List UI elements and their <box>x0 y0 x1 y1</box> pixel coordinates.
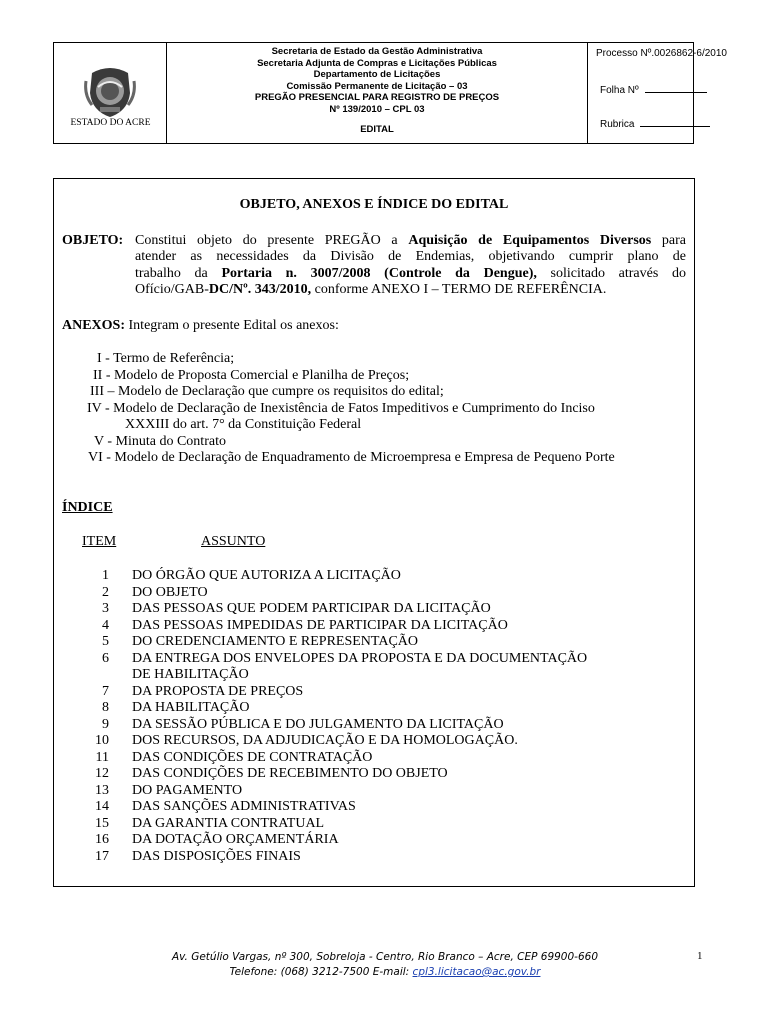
objeto-text: Constitui objeto do presente PREGÃO a <box>135 233 409 248</box>
indice-item-number: 15 <box>95 815 109 831</box>
footer-email-link[interactable]: cpl3.licitacao@ac.gov.br <box>412 966 541 978</box>
indice-item-number: 17 <box>95 848 109 864</box>
folha-label: Folha Nº <box>600 85 639 96</box>
indice-label: ÍNDICE <box>62 500 113 515</box>
indice-col-assunto: ASSUNTO <box>201 534 266 549</box>
anexo-item: II - Modelo de Proposta Comercial e Planilha de Preços; <box>93 368 410 383</box>
indice-item-text: DAS CONDIÇÕES DE CONTRATAÇÃO <box>132 749 373 765</box>
objeto-text: para <box>651 233 686 248</box>
objeto-line-2: atender as necessidades da Divisão de Endemias, objetivando cumprir plano de <box>135 249 686 264</box>
header-line: Departamento de Licitações <box>313 69 441 81</box>
objeto-text: trabalho da <box>135 266 222 281</box>
objeto-label: OBJETO: <box>62 233 124 248</box>
page-footer <box>0 950 770 980</box>
edital-content-box <box>53 178 695 887</box>
section-title: OBJETO, ANEXOS E ÍNDICE DO EDITAL <box>239 197 509 212</box>
indice-item-number: 1 <box>102 568 109 583</box>
indice-item-number: 10 <box>95 733 109 748</box>
indice-item-text: DAS CONDIÇÕES DE RECEBIMENTO DO OBJETO <box>132 766 448 781</box>
document-header <box>53 42 727 144</box>
footer-address: Av. Getúlio Vargas, nº 300, Sobreloja - Centro, Rio Branco – Acre, CEP 69900-660 <box>172 951 598 963</box>
indice-item-number: 5 <box>102 634 109 649</box>
page-number: 1 <box>697 950 703 962</box>
header-line: Secretaria de Estado da Gestão Administrativa <box>271 46 483 57</box>
header-line: PREGÃO PRESENCIAL PARA REGISTRO DE PREÇOS <box>254 92 500 104</box>
indice-item-text: DA HABILITAÇÃO <box>132 700 250 715</box>
indice-item-text: DA DOTAÇÃO ORÇAMENTÁRIA <box>132 832 339 847</box>
indice-item-text: DAS PESSOAS IMPEDIDAS DE PARTICIPAR DA LICITAÇÃO <box>132 617 508 633</box>
indice-item-text: DO PAGAMENTO <box>132 782 243 798</box>
indice-item-number: 11 <box>95 749 109 765</box>
rubrica-label: Rubrica <box>600 119 635 130</box>
processo-number: Processo Nº.0026862-6/2010 <box>596 48 727 59</box>
anexo-item: IV - Modelo de Declaração de Inexistência de Fatos Impeditivos e Cumprimento do Inciso <box>87 401 595 416</box>
state-seal-icon <box>84 63 136 119</box>
indice-item-number: 3 <box>102 601 109 616</box>
header-line: Secretaria Adjunta de Compras e Licitações Públicas <box>257 57 497 69</box>
anexos-intro: Integram o presente Edital os anexos: <box>128 318 339 333</box>
header-process-cell <box>588 43 727 143</box>
objeto-bold-text: DC/Nº. 343/2010, <box>208 282 312 297</box>
objeto-line-1 <box>135 233 686 249</box>
anexos-label: ANEXOS: <box>62 318 126 333</box>
header-seal-cell <box>54 43 167 143</box>
indice-item-number: 16 <box>95 832 109 847</box>
indice-col-item: ITEM <box>82 534 117 549</box>
header-center-cell <box>167 43 588 143</box>
indice-item-text: DA PROPOSTA DE PREÇOS <box>132 683 304 699</box>
indice-item-text: DA ENTREGA DOS ENVELOPES DA PROPOSTA E DA DOCUMENTAÇÃO <box>132 650 588 666</box>
footer-contact <box>0 965 770 980</box>
objeto-text: Ofício/GAB- <box>135 282 209 297</box>
anexo-item: VI - Modelo de Declaração de Enquadramento de Microempresa e Empresa de Pequeno Porte <box>88 450 615 465</box>
indice-item-text: DO OBJETO <box>132 584 208 600</box>
estado-label: ESTADO DO ACRE <box>70 118 151 128</box>
anexo-item: III – Modelo de Declaração que cumpre os requisitos do edital; <box>90 384 444 399</box>
indice-item-text: DAS PESSOAS QUE PODEM PARTICIPAR DA LICITAÇÃO <box>132 601 491 616</box>
indice-item-number: 14 <box>95 799 109 814</box>
indice-item-text: DAS DISPOSIÇÕES FINAIS <box>132 848 301 864</box>
indice-item-text: DOS RECURSOS, DA ADJUDICAÇÃO E DA HOMOLOGAÇÃO. <box>132 733 518 748</box>
indice-item-number: 6 <box>102 650 109 666</box>
header-line: Comissão Permanente de Licitação – 03 <box>286 80 468 92</box>
indice-item-text-continued: DE HABILITAÇÃO <box>132 667 249 682</box>
objeto-text: conforme ANEXO I – TERMO DE REFERÊNCIA. <box>311 282 607 297</box>
indice-item-number: 2 <box>102 584 109 600</box>
objeto-line-3 <box>135 266 686 282</box>
rubrica-field <box>600 119 710 130</box>
objeto-bold-text: Portaria n. 3007/2008 (Controle da Dengue), <box>221 266 537 281</box>
indice-item-number: 8 <box>102 700 109 715</box>
indice-item-text: DAS SANÇÕES ADMINISTRATIVAS <box>132 799 356 814</box>
objeto-line-4 <box>135 282 606 298</box>
footer-phone: Telefone: (068) 3212-7500 E-mail: <box>229 966 410 978</box>
objeto-bold-text: Aquisição de Equipamentos Diversos <box>408 233 652 248</box>
anexo-item: I - Termo de Referência; <box>97 351 235 366</box>
indice-item-text: DA SESSÃO PÚBLICA E DO JULGAMENTO DA LICITAÇÃO <box>132 716 504 732</box>
indice-item-text: DO CREDENCIAMENTO E REPRESENTAÇÃO <box>132 634 419 649</box>
indice-item-number: 7 <box>102 683 109 699</box>
folha-blank <box>645 92 707 93</box>
anexo-item: V - Minuta do Contrato <box>94 434 226 449</box>
edital-label: EDITAL <box>360 124 394 135</box>
anexo-item: XXXIII do art. 7° da Constituição Federal <box>125 417 362 432</box>
indice-item-number: 9 <box>102 716 109 732</box>
indice-item-text: DO ÓRGÃO QUE AUTORIZA A LICITAÇÃO <box>132 568 401 583</box>
indice-item-number: 4 <box>102 617 109 633</box>
rubrica-blank <box>640 126 710 127</box>
header-line: Nº 139/2010 – CPL 03 <box>329 103 425 115</box>
folha-field <box>600 85 707 96</box>
anexos-line <box>62 318 339 334</box>
indice-item-number: 13 <box>95 782 109 798</box>
indice-item-text: DA GARANTIA CONTRATUAL <box>132 815 325 831</box>
indice-item-number: 12 <box>95 766 109 781</box>
objeto-text: solicitado através do <box>536 266 686 281</box>
